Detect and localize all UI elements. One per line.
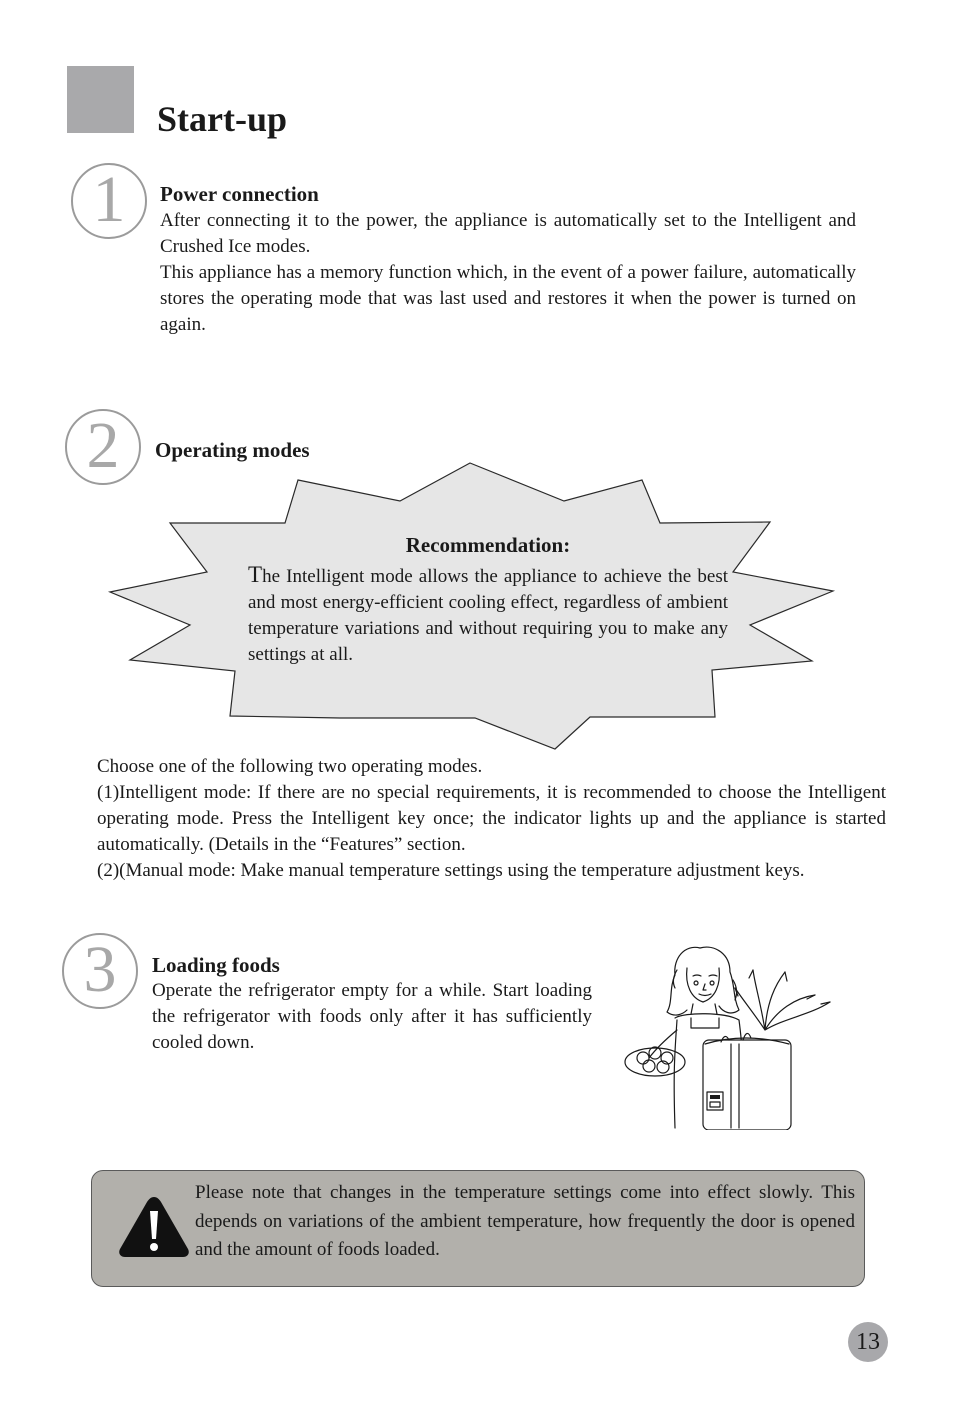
woman-loading-fridge-illustration <box>615 940 840 1130</box>
step-number-1: 1 <box>71 163 147 239</box>
section-title-loading-foods: Loading foods <box>152 953 280 977</box>
section-title-power-connection: Power connection <box>160 182 319 206</box>
paragraph: After connecting it to the power, the appliance is automatically set to the Intelligent and Crushed Ice modes. <box>160 210 856 257</box>
section-body-power-connection <box>160 208 856 338</box>
recommendation-first-letter: T <box>248 562 263 587</box>
page-title: Start-up <box>157 99 288 139</box>
note-text: Please note that changes in the temperature settings come into effect slowly. This depends on variations of the ambient temperature, how frequently the door is opened and the amount of foods loaded. <box>195 1182 855 1260</box>
step-number-2: 2 <box>65 409 141 485</box>
section-body-loading-foods <box>152 978 592 1056</box>
paragraph: (2)(Manual mode: Make manual temperature settings using the temperature adjustment keys. <box>97 860 805 881</box>
paragraph: Operate the refrigerator empty for a while. Start loading the refrigerator with foods only after it has sufficiently cooled down. <box>152 980 592 1053</box>
section-title-operating-modes: Operating modes <box>155 438 310 462</box>
paragraph: (1)Intelligent mode: If there are no special requirements, it is recommended to choose the Intelligent operating mode. Press the Intelligent key once; the indicator lights up and the appliance is started automatically. (Details in the “Features” section. <box>97 782 886 855</box>
recommendation-body: he Intelligent mode allows the appliance to achieve the best and most energy-efficient cooling effect, regardless of ambient temperature variations and without requiring you to make any settings at all. <box>248 566 728 665</box>
recommendation-text <box>248 562 728 668</box>
paragraph: Choose one of the following two operating modes. <box>97 756 483 777</box>
step-number-3: 3 <box>62 933 138 1009</box>
paragraph: This appliance has a memory function which, in the event of a power failure, automatically stores the operating mode that was last used and restores it when the power is turned on again. <box>160 262 856 335</box>
page-number: 13 <box>848 1322 888 1362</box>
operating-modes-text <box>97 754 886 884</box>
warning-icon <box>118 1195 190 1259</box>
header-square <box>67 66 134 133</box>
recommendation-title: Recommendation: <box>405 533 571 557</box>
